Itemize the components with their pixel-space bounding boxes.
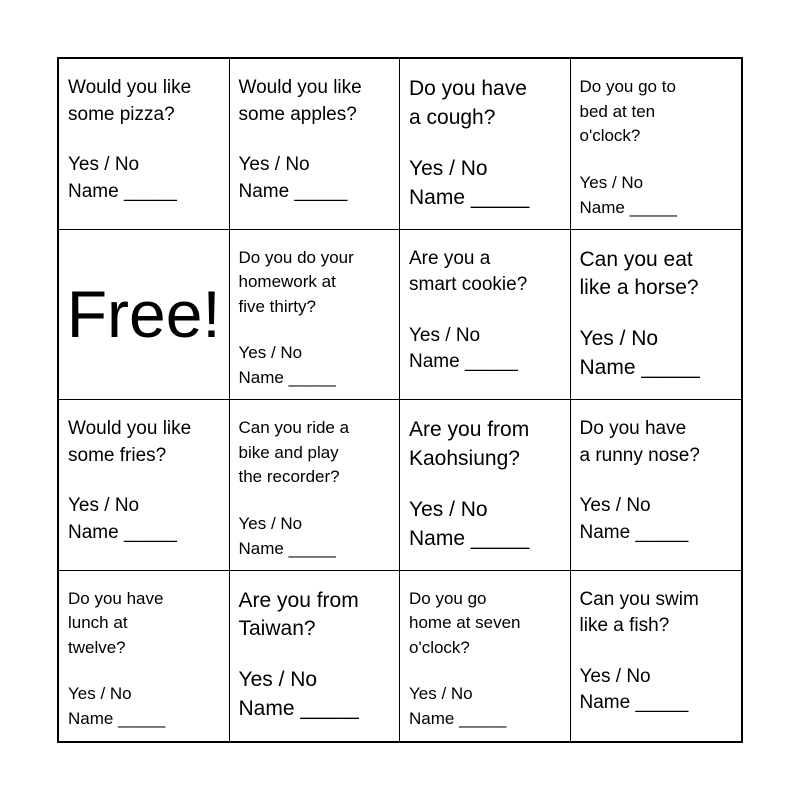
cell-answer-line: Yes / No Name _____ xyxy=(579,665,689,714)
bingo-cell xyxy=(571,571,742,742)
bingo-cell xyxy=(59,400,230,571)
bingo-cell xyxy=(59,571,230,742)
bingo-cell xyxy=(571,230,742,401)
bingo-cell xyxy=(230,571,401,742)
cell-question: Can you swim like a fish? xyxy=(579,588,699,637)
cell-answer-line: Yes / No Name _____ xyxy=(238,343,336,388)
bingo-cell xyxy=(571,59,742,230)
bingo-cell xyxy=(230,400,401,571)
bingo-card xyxy=(57,57,743,743)
cell-question: Do you have a runny nose? xyxy=(579,418,700,466)
bingo-cell xyxy=(230,59,401,230)
cell-answer-line: Yes / No Name _____ xyxy=(409,684,507,729)
cell-answer-line: Yes / No Name _____ xyxy=(68,684,166,729)
bingo-cell xyxy=(400,230,571,401)
cell-answer-line: Yes / No Name _____ xyxy=(68,154,177,202)
cell-answer-line: Yes / No Name _____ xyxy=(409,156,530,209)
cell-question: Do you have a cough? xyxy=(409,77,527,129)
bingo-cell xyxy=(400,571,571,742)
cell-question: Are you from Kaohsiung? xyxy=(409,418,530,470)
cell-question: Would you like some apples? xyxy=(238,77,362,125)
cell-answer-line: Yes / No Name _____ xyxy=(238,513,336,558)
cell-question: Do you go home at seven o'clock? xyxy=(409,588,521,657)
cell-answer-line: Yes / No Name _____ xyxy=(238,668,359,721)
cell-question: Would you like some fries? xyxy=(68,418,192,466)
cell-answer-line: Yes / No Name _____ xyxy=(68,495,177,543)
cell-question: Are you from Taiwan? xyxy=(238,588,359,641)
cell-question: Can you ride a bike and play the recorder? xyxy=(238,418,350,487)
cell-question: Are you a smart cookie? xyxy=(409,247,528,296)
cell-answer-line: Yes / No Name _____ xyxy=(409,497,530,550)
bingo-cell xyxy=(230,230,401,401)
bingo-cell xyxy=(400,59,571,230)
cell-answer-line: Yes / No Name _____ xyxy=(579,495,689,543)
bingo-cell xyxy=(400,400,571,571)
cell-answer-line: Yes / No Name _____ xyxy=(409,324,518,373)
bingo-cell xyxy=(59,59,230,230)
bingo-cell xyxy=(571,400,742,571)
cell-answer-line: Yes / No Name _____ xyxy=(238,154,348,202)
free-space-cell xyxy=(59,230,230,401)
cell-question: Do you have lunch at twelve? xyxy=(68,588,164,657)
cell-question: Do you go to bed at ten o'clock? xyxy=(579,77,676,146)
free-space-label: Free! xyxy=(66,277,221,352)
cell-question: Do you do your homework at five thirty? xyxy=(238,247,354,316)
cell-question: Would you like some pizza? xyxy=(68,77,192,125)
cell-question: Can you eat like a horse? xyxy=(579,247,699,300)
cell-answer-line: Yes / No Name _____ xyxy=(579,327,700,380)
cell-answer-line: Yes / No Name _____ xyxy=(579,172,677,217)
